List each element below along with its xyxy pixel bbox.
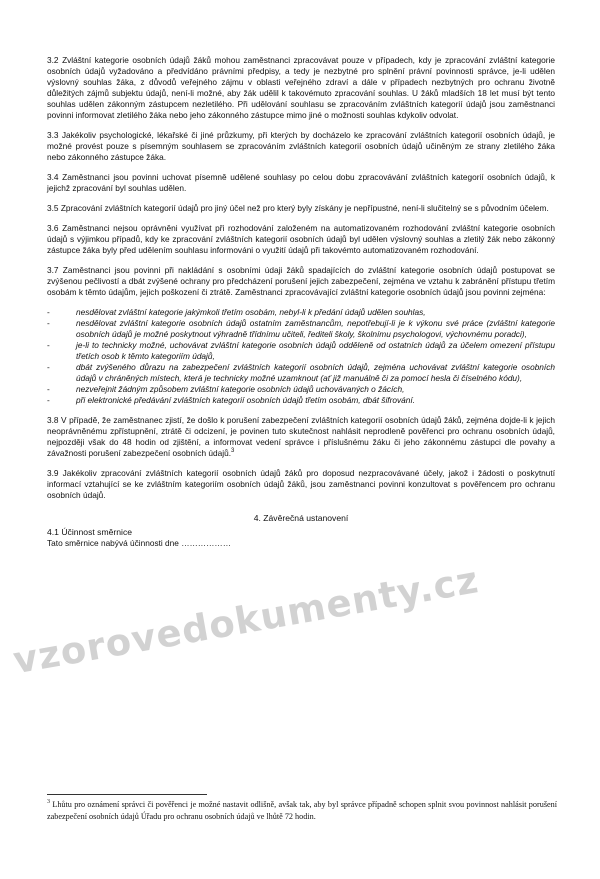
paragraph-3-6: 3.6 Zaměstnanci nejsou oprávněni využívat při rozhodování založeném na automatizovaném rozhodování zvláštní kategorie osobních údajů s výjimkou případů, kdy ke zpracování zvláštních kategorií osobních údajů byl udělen výslovný souhlas a zletilý žák nebo zákonný zástupce žáka byly před udělením souhlasu informováni o využití údajů při takovémto automatizovaném rozhodování.: [47, 223, 555, 255]
footnote: [47, 799, 557, 822]
paragraph-3-9: 3.9 Jakékoliv zpracování zvláštních kategorií osobních údajů žáků pro doposud nezpracovávané účely, jakož i žádosti o poskytnutí informací vztahující se ke zvláštním kategoriím osobních údajů žáků, jsou zaměstnanci povinni konzultovat s pověřencem pro ochranu osobních údajů.: [47, 468, 555, 500]
bullet-dash: -: [47, 395, 50, 405]
footnote-divider: [47, 794, 207, 795]
list-item-text: dbát zvýšeného důrazu na zabezpečení zvláštních kategorií osobních údajů, zejména uchovávat zvláštní kategorie osobních údajů v chráněných místech, která je technicky možné uzamknout (ať již manuálně či za pomocí hesla či číselného kódu),: [76, 362, 555, 383]
paragraph-3-8-text: 3.8 V případě, že zaměstnanec zjistí, že došlo k porušení zabezpečení zvláštních kategorií osobních údajů žáků, zejména dojde-li k jejich neoprávněnému zpřístupnění, ztrátě či odcizení, je povinen tuto skutečnost nahlásit neprodleně pověřenci pro ochranu osobních údajů, nejpozději však do 48 hodin od zjištění, a informovat vedení správce i příslušnému žáku či jeho zákonnému zástupci dle povahy a závažnosti porušení zabezpečení osobních údajů.: [47, 415, 555, 458]
list-item-text: nesdělovat zvláštní kategorie osobních údajů ostatním zaměstnancům, nepotřebují-li je k výkonu své práce (zvláštní kategorie osobních údajů je možné poskytnout výhradně třídnímu učiteli, řediteli školy, školnímu psychologovi, výchovnému poradci),: [76, 318, 555, 339]
effective-date-line: Tato směrnice nabývá účinnosti dne ………………: [47, 538, 231, 548]
document-body: [47, 55, 555, 549]
paragraph-3-2: 3.2 Zvláštní kategorie osobních údajů žáků mohou zaměstnanci zpracovávat pouze v případech, kdy je zpracování zvláštní kategorie osobních údajů vyžadováno a předvídáno právními předpisy, a tedy je nezbytné pro splnění právní povinnosti správce, je-li udělen výslovný souhlas žáka, z důvodů veřejného zájmu v oblasti veřejného zdraví a dále v případech nezbytných pro ochranu životně důležitých zájmů subjektu údajů, není-li možné, aby žák udělil k takovémuto zpracování souhlas. U žáků mladších 18 let musí být tento souhlas udělen zákonným zástupcem nezletilého. Při udělování souhlasu se zpracováním zvláštních kategorií údajů jsou zaměstnanci povinni informovat zletilého žáka nebo jeho zákonného zástupce mimo jiné o možnosti souhlas kdykoliv odvolat.: [47, 55, 555, 120]
bullet-dash: -: [47, 318, 50, 328]
paragraph-3-5: 3.5 Zpracování zvláštních kategorií údajů pro jiný účel než pro který byly získány je nepřípustné, není-li slučitelný se s původním účelem.: [47, 203, 549, 213]
section-heading: 4. Závěrečná ustanovení: [253, 513, 349, 523]
sub-heading: 4.1 Účinnost směrnice: [47, 527, 133, 537]
paragraph-3-7: 3.7 Zaměstnanci jsou povinni při nakládání s osobními údaji žáků spadajících do zvláštní kategorie osobních údajů postupovat se zvýšenou pečlivostí a dbát zvýšené ochrany pro předcházení porušení jejich zabezpečení, zejména ve vztahu k zabránění přístupu třetím osobám k těmto údajům, jejich poškození či ztrátě. Zaměstnanci zpracovávající zvláštní kategorie osobních údajů jsou povinni zejména:: [47, 265, 555, 297]
footnote-reference[interactable]: 3: [231, 448, 235, 454]
watermark: vzorovedokumenty.cz: [10, 558, 483, 683]
list-item: [47, 395, 555, 406]
list-item-text: při elektronické předávání zvláštních kategorií osobních údajů třetím osobám, dbát šifrování.: [76, 395, 415, 405]
footnote-number: 3: [47, 799, 50, 805]
obligations-list: [47, 307, 555, 406]
list-item: [47, 340, 555, 362]
paragraph-3-4: 3.4 Zaměstnanci jsou povinni uchovat písemně udělené souhlasy po celou dobu zpracovávání zvláštních kategorií osobních údajů, k jejichž zpracování byl souhlas udělen.: [47, 172, 555, 193]
list-item: [47, 384, 555, 395]
list-item: [47, 362, 555, 384]
bullet-dash: -: [47, 384, 50, 394]
list-item-text: nesdělovat zvláštní kategorie jakýmkoli třetím osobám, nebyl-li k předání údajů udělen souhlas,: [76, 307, 426, 317]
paragraph-3-8: [47, 415, 555, 459]
paragraph-3-3: 3.3 Jakékoliv psychologické, lékařské či jiné průzkumy, při kterých by docházelo ke zpracování zvláštních kategorií osobních údajů, je možné provést pouze s písemným souhlasem se zpracováním zvláštních kategorií osobních údajů učiněným ze strany zletilého žáka nebo zákonného zástupce žáka.: [47, 130, 555, 162]
bullet-dash: -: [47, 307, 50, 317]
list-item-text: nezveřejnit žádným způsobem zvláštní kategorie osobních údajů uchovávaných o žácích,: [76, 384, 405, 394]
bullet-dash: -: [47, 340, 50, 350]
list-item-text: je-li to technicky možné, uchovávat zvláštní kategorie osobních údajů odděleně od ostatních údajů za účelem omezení přístupu třetích osob k těmto kategoriím údajů,: [76, 340, 555, 361]
list-item: [47, 307, 555, 318]
list-item: [47, 318, 555, 340]
footnote-text: Lhůtu pro oznámení správci či pověřenci je možné nastavit odlišně, avšak tak, aby byl správce případně schopen splnit svou povinnost nahlásit porušení zabezpečení osobních údajů Úřadu pro ochranu osobních údajů ve lhůtě 72 hodin.: [47, 800, 558, 821]
bullet-dash: -: [47, 362, 50, 372]
